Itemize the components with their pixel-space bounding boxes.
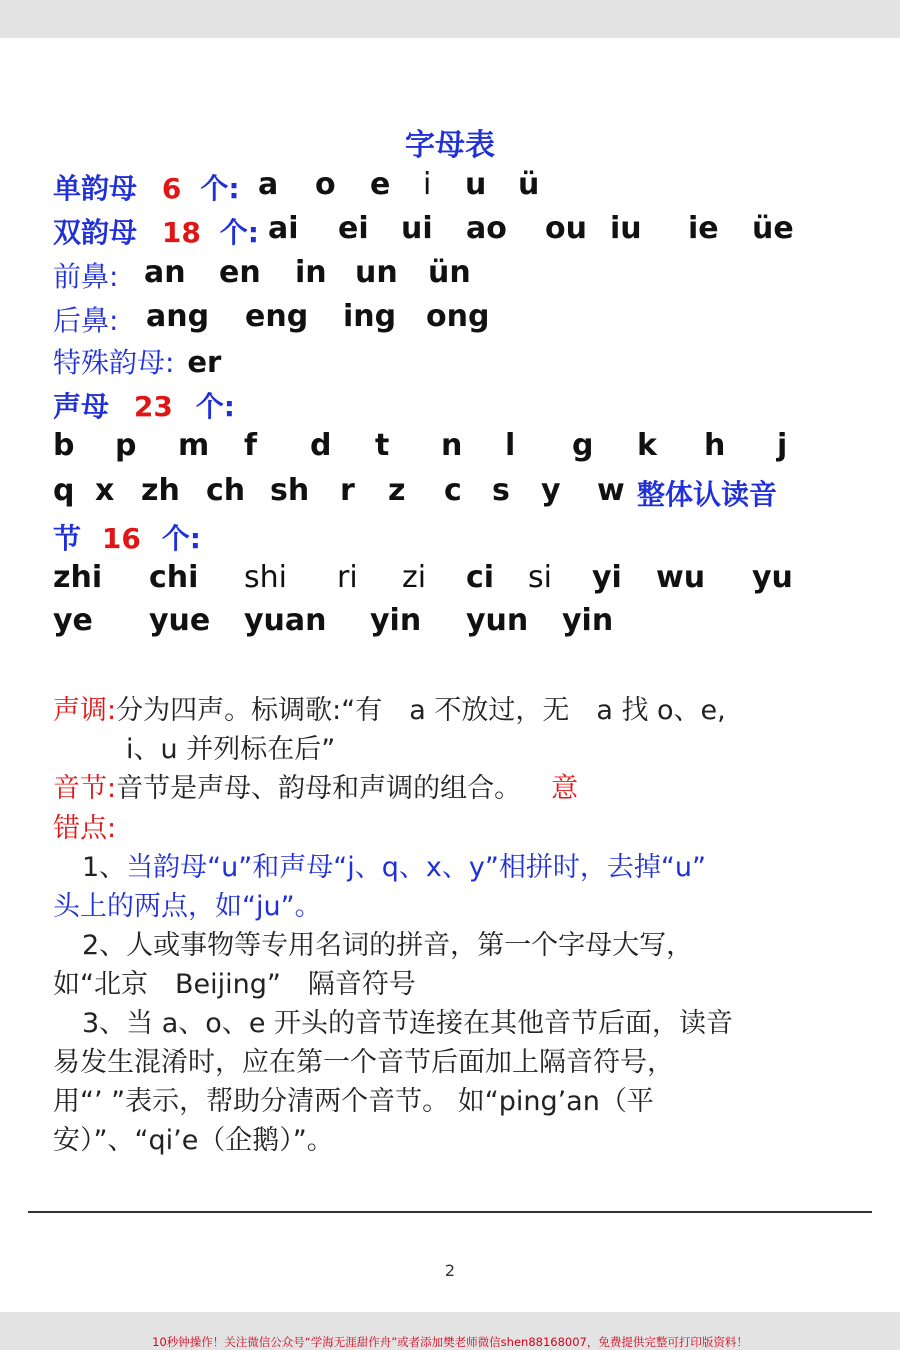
initial-item: x — [95, 473, 115, 508]
syllable-item: ci — [466, 560, 495, 595]
initials-row-2 — [0, 473, 900, 513]
syllable-text: 音节是声母、韵母和声调的组合。 — [116, 773, 522, 804]
final-item: ang — [146, 299, 210, 334]
initials-label: 声母 — [53, 390, 110, 423]
initial-item: c — [444, 473, 462, 508]
compound-finals-unit: 个: — [219, 216, 259, 249]
single-finals-count: 6 — [161, 172, 182, 205]
final-item: ai — [268, 211, 299, 246]
final-item: in — [295, 255, 327, 290]
tone-label: 声调: — [53, 695, 117, 726]
error-2-line-1: 2、人或事物等专用名词的拼音，第一个字母大写， — [82, 930, 694, 961]
special-final-label: 特殊韵母: — [53, 346, 175, 379]
final-item: en — [219, 255, 261, 290]
single-finals-label: 单韵母 — [53, 172, 138, 205]
error-2-line-2: 如“北京 Beijing” 隔音符号 — [53, 969, 416, 1000]
initial-item: q — [53, 473, 75, 508]
whole-syllables-count: 16 — [101, 522, 141, 555]
error-1-line-2: 头上的两点，如“ju”。 — [53, 891, 322, 922]
final-item: ui — [401, 211, 433, 246]
initial-item: h — [704, 428, 726, 463]
error-3-line-1: 3、当 a、o、e 开头的音节连接在其他音节后面，读音 — [82, 1008, 734, 1039]
special-final-row — [53, 341, 221, 381]
footer-note: 10秒钟操作！关注微信公众号“学海无涯甜作舟”或者添加樊老师微信shen88168007，免费提供完整可打印版资料！ — [152, 1335, 748, 1349]
initial-item: m — [178, 428, 210, 463]
initial-item: zh — [141, 473, 180, 508]
initial-item: l — [505, 428, 516, 463]
initial-item: r — [340, 473, 355, 508]
syllable-item: yi — [592, 560, 622, 595]
error-3-line-4: 安）”、“qi’e（企鹅）”。 — [53, 1125, 334, 1156]
syllable-extra: 意 — [551, 773, 579, 804]
initial-item: f — [244, 428, 258, 463]
syllable-item: yin — [370, 603, 422, 638]
final-item: ao — [466, 211, 507, 246]
whole-syllables-row-1 — [0, 560, 900, 600]
single-finals-unit: 个: — [200, 172, 240, 205]
back-nasal-label: 后鼻: — [53, 304, 119, 337]
tone-text-1: 分为四声。标调歌:“有 a 不放过，无 a 找 o、e, — [116, 695, 726, 726]
initial-item: sh — [270, 473, 310, 508]
initial-item: s — [492, 473, 510, 508]
tone-line-2: i、u 并列标在后” — [126, 734, 336, 765]
final-item: ü — [518, 167, 540, 202]
syllable-item: zi — [402, 560, 427, 595]
initial-item: y — [541, 473, 561, 508]
divider — [28, 1211, 872, 1213]
single-finals-items — [0, 167, 900, 207]
error-1-number: 1、 — [82, 852, 127, 883]
initial-item: p — [115, 428, 137, 463]
initial-item: b — [53, 428, 75, 463]
final-item: e — [370, 167, 391, 202]
final-item: üe — [752, 211, 794, 246]
syllable-item: wu — [656, 560, 706, 595]
whole-syllables-header — [53, 517, 201, 557]
syllable-item: ri — [337, 560, 358, 595]
tone-line-1 — [53, 688, 726, 727]
final-item: u — [465, 167, 487, 202]
final-item: er — [187, 345, 222, 379]
initial-item: g — [572, 428, 594, 463]
front-nasal-label: 前鼻: — [53, 260, 119, 293]
error-3-line-3: 用“’ ”表示，帮助分清两个音节。 如“ping’an（平 — [53, 1086, 654, 1117]
whole-syllables-label-part1: 整体认读音 — [637, 478, 778, 511]
syllable-item: yue — [149, 603, 211, 638]
final-item: a — [258, 167, 279, 202]
final-item: an — [144, 255, 186, 290]
final-item: iu — [610, 211, 642, 246]
syllable-item: si — [528, 560, 552, 595]
compound-finals-count: 18 — [161, 216, 201, 249]
final-item: eng — [245, 299, 309, 334]
initial-item: t — [375, 428, 390, 463]
page-number: 2 — [444, 1261, 456, 1280]
final-item: ing — [343, 299, 397, 334]
whole-syllables-label-part2: 节 — [53, 522, 82, 555]
final-item: ün — [428, 255, 471, 290]
syllable-item: shi — [244, 560, 287, 595]
syllable-item: zhi — [53, 560, 103, 595]
syllable-item: yin — [562, 603, 614, 638]
back-nasal-items — [0, 299, 900, 339]
final-item: ong — [426, 299, 490, 334]
initial-item: d — [310, 428, 332, 463]
initials-count: 23 — [133, 390, 173, 423]
final-item: ei — [338, 211, 369, 246]
initials-unit: 个: — [195, 390, 235, 423]
syllable-item: yuan — [244, 603, 327, 638]
error-1-line-1 — [82, 845, 706, 884]
final-item: ie — [688, 211, 719, 246]
syllable-line — [53, 766, 578, 805]
initial-item: z — [388, 473, 406, 508]
error-1-text: 当韵母“u”和声母“j、q、x、y”相拼时，去掉“u” — [126, 852, 706, 883]
initial-item: n — [441, 428, 463, 463]
front-nasal-items — [0, 255, 900, 295]
syllable-item: yun — [466, 603, 529, 638]
final-item: ou — [545, 211, 587, 246]
final-item: o — [315, 167, 336, 202]
errors-label: 错点: — [53, 813, 117, 844]
syllable-item: ye — [53, 603, 93, 638]
syllable-label: 音节: — [53, 773, 117, 804]
top-bar — [0, 0, 900, 38]
syllable-item: yu — [752, 560, 793, 595]
initial-item: j — [777, 428, 788, 463]
error-3-line-2: 易发生混淆时，应在第一个音节后面加上隔音符号， — [53, 1047, 674, 1078]
initial-item: w — [597, 473, 625, 508]
syllable-item: chi — [149, 560, 199, 595]
whole-syllables-unit: 个: — [161, 522, 201, 555]
final-item: i — [423, 167, 432, 202]
initial-item: k — [637, 428, 657, 463]
compound-finals-label: 双韵母 — [53, 216, 138, 249]
initial-item: ch — [206, 473, 246, 508]
compound-finals-items — [0, 211, 900, 251]
initials-header — [53, 385, 235, 425]
final-item: un — [355, 255, 398, 290]
page-title: 字母表 — [405, 128, 495, 163]
initials-row-1 — [0, 428, 900, 468]
whole-syllables-row-2 — [0, 603, 900, 643]
